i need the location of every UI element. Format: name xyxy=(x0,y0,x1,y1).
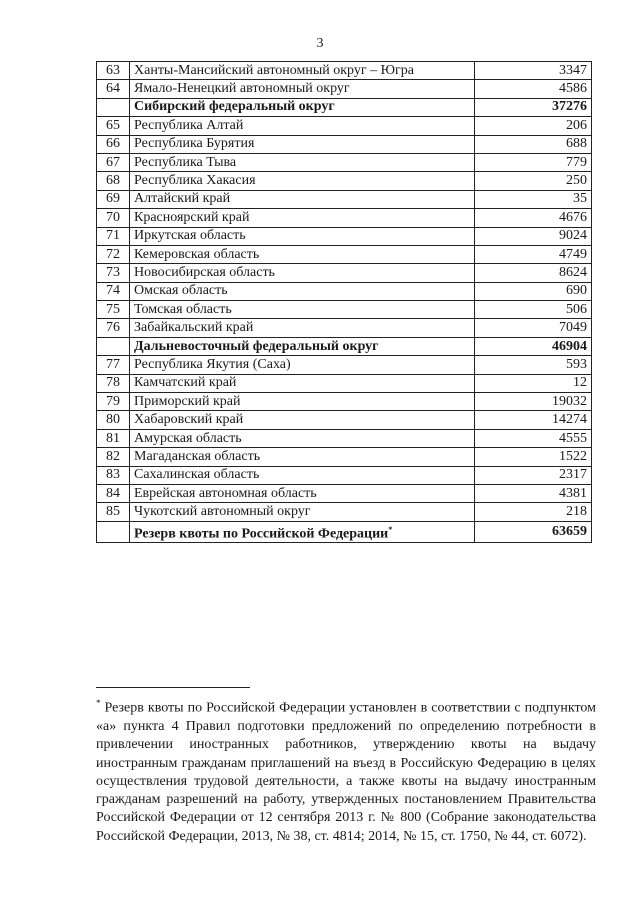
region-name-cell xyxy=(130,319,475,337)
row-number-cell xyxy=(97,337,130,355)
table-row-total xyxy=(97,337,592,355)
footnote-mark: * xyxy=(96,698,101,708)
region-name-cell xyxy=(130,209,475,227)
region-name: Сибирский федеральный округ xyxy=(134,99,335,115)
region-name: Новосибирская область xyxy=(134,264,275,280)
row-number-cell: 76 xyxy=(97,319,130,337)
row-number-cell: 72 xyxy=(97,245,130,263)
quota-value-cell: 779 xyxy=(475,153,592,171)
table-row xyxy=(97,135,592,153)
quota-value-cell: 19032 xyxy=(475,393,592,411)
row-number-cell: 84 xyxy=(97,484,130,502)
table-row xyxy=(97,245,592,263)
quota-value-cell: 4586 xyxy=(475,80,592,98)
row-number-cell: 67 xyxy=(97,153,130,171)
row-number-cell: 75 xyxy=(97,301,130,319)
region-name: Омская область xyxy=(134,283,228,299)
region-name: Республика Хакасия xyxy=(134,173,256,189)
row-number-cell: 79 xyxy=(97,393,130,411)
footnote-reference: * xyxy=(388,524,393,534)
region-name: Магаданская область xyxy=(134,448,261,464)
table-row xyxy=(97,80,592,98)
region-name: Хабаровский край xyxy=(134,412,244,428)
row-number-cell: 83 xyxy=(97,466,130,484)
table-row xyxy=(97,117,592,135)
region-name-cell xyxy=(130,466,475,484)
region-name: Кемеровская область xyxy=(134,246,260,262)
region-name-cell xyxy=(130,62,475,80)
region-name: Камчатский край xyxy=(134,375,237,391)
quota-value-cell: 593 xyxy=(475,356,592,374)
region-name-cell xyxy=(130,484,475,502)
row-number-cell: 68 xyxy=(97,172,130,190)
region-name: Республика Алтай xyxy=(134,117,244,133)
quota-value-cell: 12 xyxy=(475,374,592,392)
quota-value-cell: 206 xyxy=(475,117,592,135)
quota-value-cell: 218 xyxy=(475,503,592,521)
table-row xyxy=(97,172,592,190)
quota-value-cell: 688 xyxy=(475,135,592,153)
region-name: Республика Тыва xyxy=(134,154,237,170)
table-row xyxy=(97,209,592,227)
table-row xyxy=(97,411,592,429)
table-row xyxy=(97,153,592,171)
region-name: Ханты-Мансийский автономный округ – Югра xyxy=(134,62,414,78)
quota-value-cell: 2317 xyxy=(475,466,592,484)
row-number-cell: 73 xyxy=(97,264,130,282)
quota-value-cell: 7049 xyxy=(475,319,592,337)
footnote-separator xyxy=(96,687,250,688)
quota-table xyxy=(96,61,592,543)
region-name: Приморский край xyxy=(134,393,241,409)
table-row-total xyxy=(97,521,592,543)
row-number-cell: 64 xyxy=(97,80,130,98)
region-name: Красноярский край xyxy=(134,209,250,225)
row-number-cell xyxy=(97,98,130,116)
table-row xyxy=(97,466,592,484)
region-name-cell xyxy=(130,282,475,300)
table-row xyxy=(97,227,592,245)
table-row xyxy=(97,484,592,502)
region-name-cell xyxy=(130,337,475,355)
region-name-cell xyxy=(130,393,475,411)
row-number-cell: 71 xyxy=(97,227,130,245)
quota-value-cell: 4555 xyxy=(475,429,592,447)
region-name: Республика Бурятия xyxy=(134,136,255,152)
row-number-cell xyxy=(97,521,130,543)
quota-value-cell: 250 xyxy=(475,172,592,190)
quota-value-cell: 4381 xyxy=(475,484,592,502)
row-number-cell: 69 xyxy=(97,190,130,208)
region-name-cell xyxy=(130,245,475,263)
region-name-cell xyxy=(130,411,475,429)
table-row xyxy=(97,448,592,466)
table-row xyxy=(97,374,592,392)
quota-value-cell: 3347 xyxy=(475,62,592,80)
region-name: Республика Якутия (Саха) xyxy=(134,356,291,372)
quota-value-cell: 63659 xyxy=(475,521,592,543)
table-row xyxy=(97,282,592,300)
region-name: Иркутская область xyxy=(134,228,246,244)
region-name: Еврейская автономная область xyxy=(134,485,317,501)
region-name-cell xyxy=(130,98,475,116)
region-name-cell xyxy=(130,374,475,392)
region-name-cell xyxy=(130,172,475,190)
quota-value-cell: 506 xyxy=(475,301,592,319)
region-name: Дальневосточный федеральный округ xyxy=(134,338,379,354)
row-number-cell: 82 xyxy=(97,448,130,466)
quota-value-cell: 35 xyxy=(475,190,592,208)
quota-value-cell: 46904 xyxy=(475,337,592,355)
quota-table-body xyxy=(97,62,592,543)
page-number: 3 xyxy=(316,36,324,51)
region-name: Амурская область xyxy=(134,430,242,446)
table-row xyxy=(97,319,592,337)
region-name-cell xyxy=(130,448,475,466)
region-name-cell xyxy=(130,135,475,153)
row-number-cell: 78 xyxy=(97,374,130,392)
region-name-cell xyxy=(130,503,475,521)
row-number-cell: 80 xyxy=(97,411,130,429)
quota-value-cell: 37276 xyxy=(475,98,592,116)
region-name: Резерв квоты по Российской Федерации xyxy=(134,526,389,542)
table-row xyxy=(97,264,592,282)
region-name-cell xyxy=(130,153,475,171)
table-row-total xyxy=(97,98,592,116)
region-name: Томская область xyxy=(134,301,232,317)
region-name-cell xyxy=(130,117,475,135)
region-name-cell xyxy=(130,301,475,319)
row-number-cell: 70 xyxy=(97,209,130,227)
footnote-text: Резерв квоты по Российской Федерации установлен в соответствии с подпунктом «а» пункта 4 Правил подготовки предложений по определению потребности в привлечении иностранных работников, утверждению квоты на выдачу иностранным гражданам приглашений на въезд в Российскую Федерацию в целях осуществления трудовой деятельности, а также квоты на выдачу иностранным гражданам разрешений на работу, утвержденных постановлением Правительства Российской Федерации от 12 сентября 2013 г. № 800 (Собрание законодательства Российской Федерации, 2013, № 38, ст. 4814; 2014, № 15, ст. 1750, № 44, ст. 6072). xyxy=(96,700,596,844)
quota-value-cell: 4676 xyxy=(475,209,592,227)
region-name-cell xyxy=(130,190,475,208)
region-name: Алтайский край xyxy=(134,191,231,207)
region-name-cell xyxy=(130,521,475,543)
row-number-cell: 65 xyxy=(97,117,130,135)
region-name-cell xyxy=(130,356,475,374)
table-row xyxy=(97,62,592,80)
region-name-cell xyxy=(130,80,475,98)
region-name-cell xyxy=(130,429,475,447)
row-number-cell: 77 xyxy=(97,356,130,374)
row-number-cell: 81 xyxy=(97,429,130,447)
row-number-cell: 66 xyxy=(97,135,130,153)
region-name: Сахалинская область xyxy=(134,467,260,483)
region-name-cell xyxy=(130,227,475,245)
region-name-cell xyxy=(130,264,475,282)
region-name: Чукотский автономный округ xyxy=(134,504,311,520)
table-row xyxy=(97,429,592,447)
table-row xyxy=(97,190,592,208)
table-row xyxy=(97,356,592,374)
row-number-cell: 85 xyxy=(97,503,130,521)
row-number-cell: 63 xyxy=(97,62,130,80)
quota-value-cell: 8624 xyxy=(475,264,592,282)
row-number-cell: 74 xyxy=(97,282,130,300)
quota-value-cell: 4749 xyxy=(475,245,592,263)
quota-value-cell: 690 xyxy=(475,282,592,300)
footnote xyxy=(96,694,596,846)
quota-value-cell: 9024 xyxy=(475,227,592,245)
quota-value-cell: 14274 xyxy=(475,411,592,429)
table-row xyxy=(97,301,592,319)
region-name: Ямало-Ненецкий автономный округ xyxy=(134,81,350,97)
table-row xyxy=(97,503,592,521)
quota-value-cell: 1522 xyxy=(475,448,592,466)
table-row xyxy=(97,393,592,411)
region-name: Забайкальский край xyxy=(134,320,254,336)
